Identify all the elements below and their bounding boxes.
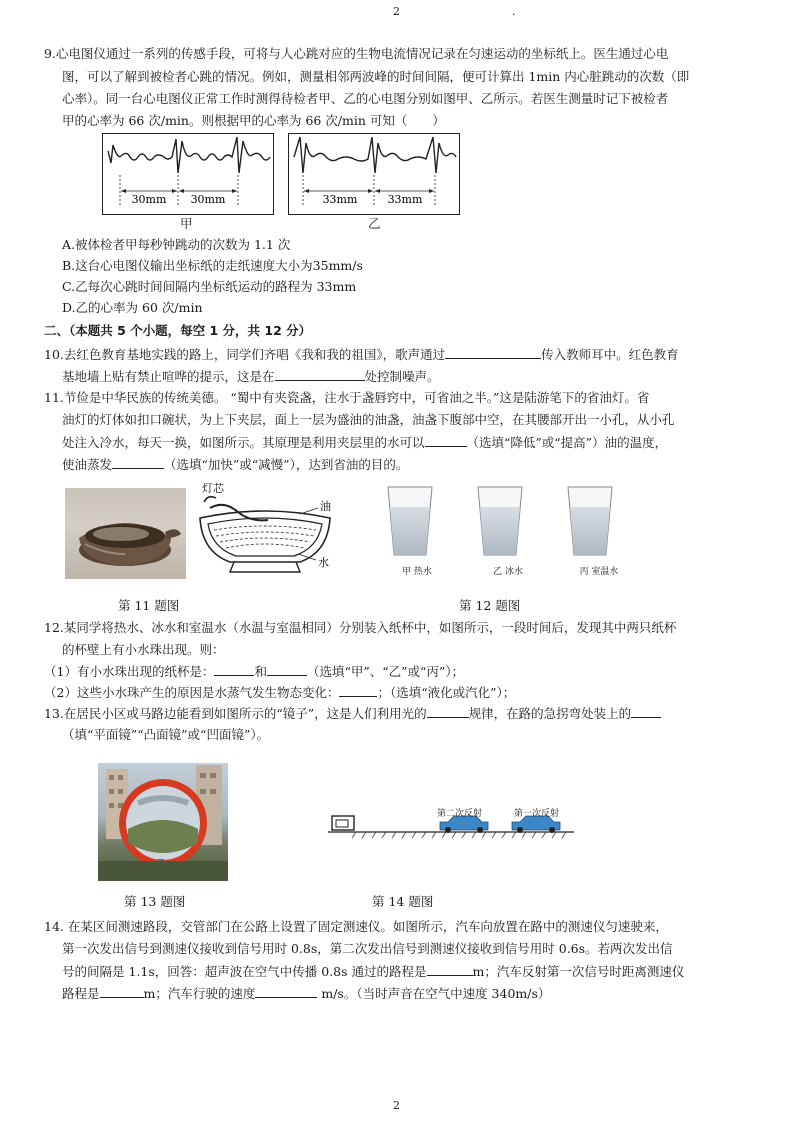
q10-blank-2[interactable] — [275, 366, 365, 381]
q14-line-3b: m；汽车反射第一次信号时距离测速仪 — [472, 964, 685, 979]
label-second-reflection: 第二次反射 — [437, 809, 483, 819]
ecg-figure-jia — [102, 133, 274, 215]
ecg-yi-label: 乙 — [368, 216, 381, 231]
q9-line-4: 甲的心率为 66 次/min。则根据甲的心率为 66 次/min 可知（ ） — [62, 113, 445, 128]
q11-line-4b: （选填“加快”或“减慢”），达到省油的目的。 — [164, 457, 409, 472]
caption-fig-11: 第 11 题图 — [118, 598, 180, 613]
section-2-heading: 二、（本题共 5 个小题，每空 1 分，共 12 分） — [44, 323, 312, 338]
q13-line-1b: 规律，在路的急拐弯处装上的 — [468, 706, 632, 721]
q14-line-1: 14. 在某区间测速路段，交管部门在公路上设置了固定测速仪。如图所示，汽车向放置在路中的测速仪匀速驶来， — [44, 919, 668, 934]
q11-line-2: 油灯的灯体如扣口碗状，为上下夹层，面上一层为盛油的油盏，油盏下腹部中空，在其腰部开出一小孔，从小孔 — [62, 412, 675, 427]
ecg-waveform-yi — [294, 137, 456, 173]
q13-line-2: （填“平面镜”“凸面镜”或“凹面镜”）。 — [62, 727, 270, 742]
q9-line-3: 心率）。同一台心电图仪正常工作时测得待检者甲、乙的心电图分别如图甲、乙所示。若医生测量时记下被检者 — [62, 91, 669, 106]
cup-label-jia: 甲 热水 — [402, 567, 432, 577]
q10-line-2b: 处控制噪声。 — [364, 369, 440, 384]
q14-blank-3[interactable] — [255, 983, 317, 998]
q11-blank-1[interactable] — [425, 432, 467, 447]
q14-blank-2[interactable] — [100, 983, 144, 998]
caption-fig-13: 第 13 题图 — [124, 894, 186, 909]
q9-line-2: 图，可以了解到被检者心跳的情况。例如，测量相邻两波峰的时间间隔，便可计算出 1min 内心脏跳动的次数（即 — [62, 69, 690, 84]
header-dot: . — [512, 5, 516, 18]
q9-option-a: A.被体检者甲每秒钟跳动的次数为 1.1 次 — [62, 237, 291, 252]
lamp-label-water: 水 — [318, 556, 329, 569]
ecg-jia-interval-2: 30mm — [190, 193, 226, 206]
lamp-label-wick: 灯芯 — [202, 482, 224, 495]
caption-fig-14: 第 14 题图 — [372, 894, 434, 909]
cup-yi — [478, 487, 522, 555]
q10-line-1a: 10.去红色教育基地实践的路上，同学们齐唱《我和我的祖国》，歌声通过 — [44, 347, 446, 362]
ecg-yi-interval-2: 33mm — [387, 193, 423, 206]
q13-blank-2[interactable] — [631, 703, 661, 718]
q11-line-4a: 使油蒸发 — [62, 457, 113, 472]
q14-line-4c: m/s。（当时声音在空气中速度 340m/s） — [317, 986, 551, 1001]
cup-bing — [568, 487, 612, 555]
oil-lamp-diagram — [190, 478, 340, 584]
q14-line-3a: 号的间隔是 1.1s，回答：超声波在空气中传播 0.8s 通过的路程是 — [62, 964, 427, 979]
q12-blank-1[interactable] — [214, 661, 254, 676]
oil-lamp-photo — [65, 488, 186, 579]
cup-jia — [388, 487, 432, 555]
q12-line-1: 12.某同学将热水、冰水和室温水（水温与室温相同）分别装入纸杯中，如图所示，一段时间后，发现其中两只纸杯 — [44, 620, 677, 635]
q12-blank-2[interactable] — [267, 661, 307, 676]
footer-page-number: 2 — [393, 1099, 400, 1112]
q13-blank-1[interactable] — [427, 703, 469, 718]
q9-option-d: D.乙的心率为 60 次/min — [62, 300, 203, 315]
q10-line-1b: 传入教师耳中。红色教育 — [541, 347, 679, 362]
q11-line-3a: 处注入冷水，每天一换，如图所示。其原理是利用夹层里的水可以 — [62, 435, 425, 450]
cup-label-yi: 乙 冰水 — [493, 567, 523, 577]
q12-sub1-a: （1）有小水珠出现的纸杯是： — [44, 664, 215, 679]
q9-line-1: 9.心电图仪通过一系列的传感手段，可将与人心跳对应的生物电流情况记录在匀速运动的坐标纸上。医生通过心电 — [44, 46, 669, 61]
q12-sub1-c: （选填“甲”、“乙”或“丙”）； — [306, 664, 465, 679]
caption-fig-12: 第 12 题图 — [459, 598, 521, 613]
convex-mirror-photo — [98, 763, 228, 881]
cup-label-bing: 丙 室温水 — [579, 567, 619, 577]
q11-line-1: 11.节俭是中华民族的传统美德。 “蜀中有夹瓷盏，注水于盏唇窍中，可省油之半。”这是陆游笔下的省油灯。省 — [44, 390, 650, 405]
q11-line-3b: （选填“降低”或“提高”）油的温度， — [466, 435, 668, 450]
q14-line-4a: 路程是 — [62, 986, 100, 1001]
q12-sub2-a: （2）这些小水珠产生的原因是水蒸气发生物态变化： — [44, 685, 340, 700]
q9-option-c: C.乙每次心跳时间间隔内坐标纸运动的路程为 33mm — [62, 279, 357, 294]
q9-option-b: B.这台心电图仪输出坐标纸的走纸速度大小为35mm/s — [62, 258, 363, 273]
q14-line-2: 第一次发出信号到测速仪接收到信号用时 0.8s，第二次发出信号到测速仪接收到信号用时 0.6s。若两次发出信 — [62, 941, 673, 956]
label-first-reflection: 第一次反射 — [514, 809, 560, 819]
header-page-number: 2 — [393, 5, 400, 18]
q13-line-1a: 13.在居民小区或马路边能看到如图所示的“镜子”，这是人们利用光的 — [44, 706, 427, 721]
q12-sub2-b: ；（选填“液化或汽化”）； — [377, 685, 516, 700]
q11-blank-2[interactable] — [112, 454, 164, 469]
ecg-jia-interval-1: 30mm — [131, 193, 167, 206]
ecg-waveform-jia — [108, 137, 270, 173]
q12-line-2: 的杯壁上有小水珠出现。则： — [62, 642, 225, 657]
q10-blank-1[interactable] — [445, 344, 541, 359]
ecg-figure-yi — [288, 133, 460, 215]
ecg-jia-label: 甲 — [180, 216, 193, 231]
ecg-yi-interval-1: 33mm — [322, 193, 358, 206]
q12-sub1-b: 和 — [254, 664, 267, 679]
q10-line-2a: 基地墙上贴有禁止喧哗的提示，这是在 — [62, 369, 275, 384]
lamp-label-oil: 油 — [320, 500, 331, 513]
q12-blank-3[interactable] — [339, 682, 377, 697]
q14-line-4b: m；汽车行驶的速度 — [143, 986, 256, 1001]
q14-blank-1[interactable] — [427, 961, 473, 976]
